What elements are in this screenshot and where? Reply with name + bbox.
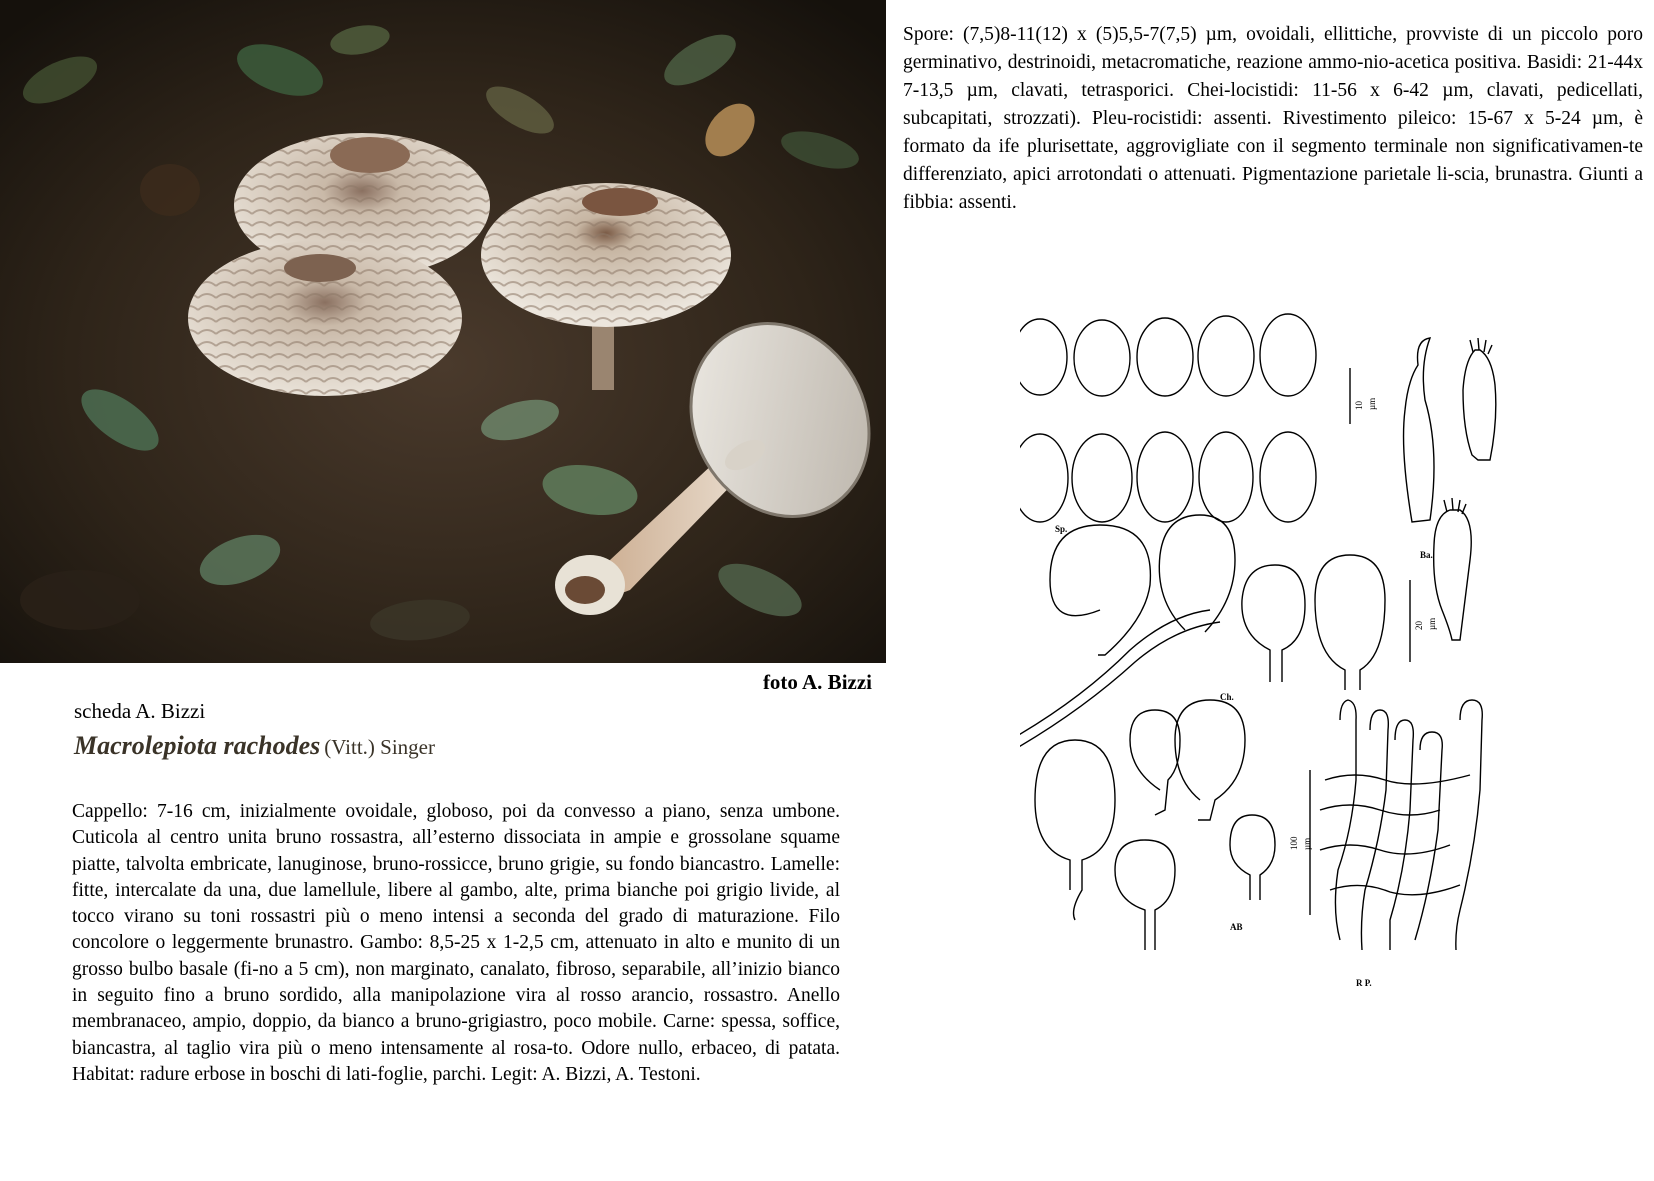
- scale-100-unit: µm: [1302, 837, 1312, 850]
- scale-20-unit: µm: [1427, 617, 1437, 630]
- microscopy-drawing: [1020, 310, 1540, 1010]
- scheda-author: scheda A. Bizzi: [74, 699, 206, 723]
- species-author: (Vitt.) Singer: [324, 735, 435, 759]
- scale-10-unit: µm: [1367, 397, 1377, 410]
- scale-10-label: 10: [1354, 401, 1364, 410]
- pileipellis-cells-left: [1035, 700, 1275, 950]
- scale-20-label: 20: [1414, 621, 1424, 630]
- signature: AB: [1230, 922, 1243, 932]
- label-basidia: Ba.: [1420, 550, 1433, 560]
- spores-illustration: [1020, 314, 1316, 522]
- label-pileipellis: R P.: [1356, 978, 1372, 988]
- pileipellis-cluster: [1320, 700, 1482, 950]
- cheilocystidia-illustration: [1020, 515, 1385, 752]
- label-cheilocystidia: Ch.: [1220, 692, 1234, 702]
- basidia-illustration: [1404, 338, 1496, 640]
- macroscopic-description: Cappello: 7-16 cm, inizialmente ovoidale, globoso, poi da convesso a piano, senza umbone. Cuticola al centro unita bruno rossastra, all’esterno dissociata in ampie e grossolane squame piatte, talvolta embricate, lanuginose, bruno-rossicce, bruno grigie, su fondo biancastro. Lamelle: fitte, intercalate da una, due lamellule, libere al gambo, alte, prima bianche poi grigio livide, al tocco virano su toni rossastri più o meno intensi a seconda del grado di maturazione. Filo concolore o leggermente brunastro. Gambo: 8,5-25 x 1-2,5 cm, attenuato in alto e munito di un grosso bulbo basale (fi-no a 5 cm), non marginato, canalato, fibroso, separabile, all’inizio bianco in seguito fino a bruno sordido, alla manipolazione vira al rosso arancio, rossastro. Anello membranaceo, ampio, doppio, da bianco a bruno-grigiastro, poco mobile. Carne: spessa, soffice, biancastra, al taglio vira più o meno intensamente al rosa-to. Odore nullo, erbaceo, di patata. Habitat: radure erbose in boschi di lati-foglie, parchi. Legit: A. Bizzi, A. Testoni.: [72, 801, 840, 1085]
- species-name: Macrolepiota rachodes: [74, 731, 321, 760]
- scale-100-label: 100: [1289, 836, 1299, 850]
- microscopic-description: Spore: (7,5)8-11(12) x (5)5,5-7(7,5) µm, ovoidali, ellittiche, provviste di un piccolo poro germinativo, destrinoidi, metacromatiche, reazione ammo-nio-acetica positiva. Basidi: 21-44x 7-13,5 µm, clavati, tetrasporici. Chei-locistidi: 11-56 x 6-42 µm, clavati, pedicellati, subcapitati, strozzati). Pleu-rocistidi: assenti. Rivestimento pileico: 15-67 x 5-24 µm, è formato da ife plurisettate, aggrovigliate con il segmento terminale non significativamen-te differenziato, apici arrotondati o attenuati. Pigmentazione parietale li-scia, brunastra. Giunti a fibbia: assenti.: [903, 24, 1643, 213]
- label-spores: Sp.: [1055, 524, 1068, 534]
- mushroom-photo: [0, 0, 886, 663]
- species-title: [74, 730, 435, 763]
- photo-credit: foto A. Bizzi: [762, 670, 872, 694]
